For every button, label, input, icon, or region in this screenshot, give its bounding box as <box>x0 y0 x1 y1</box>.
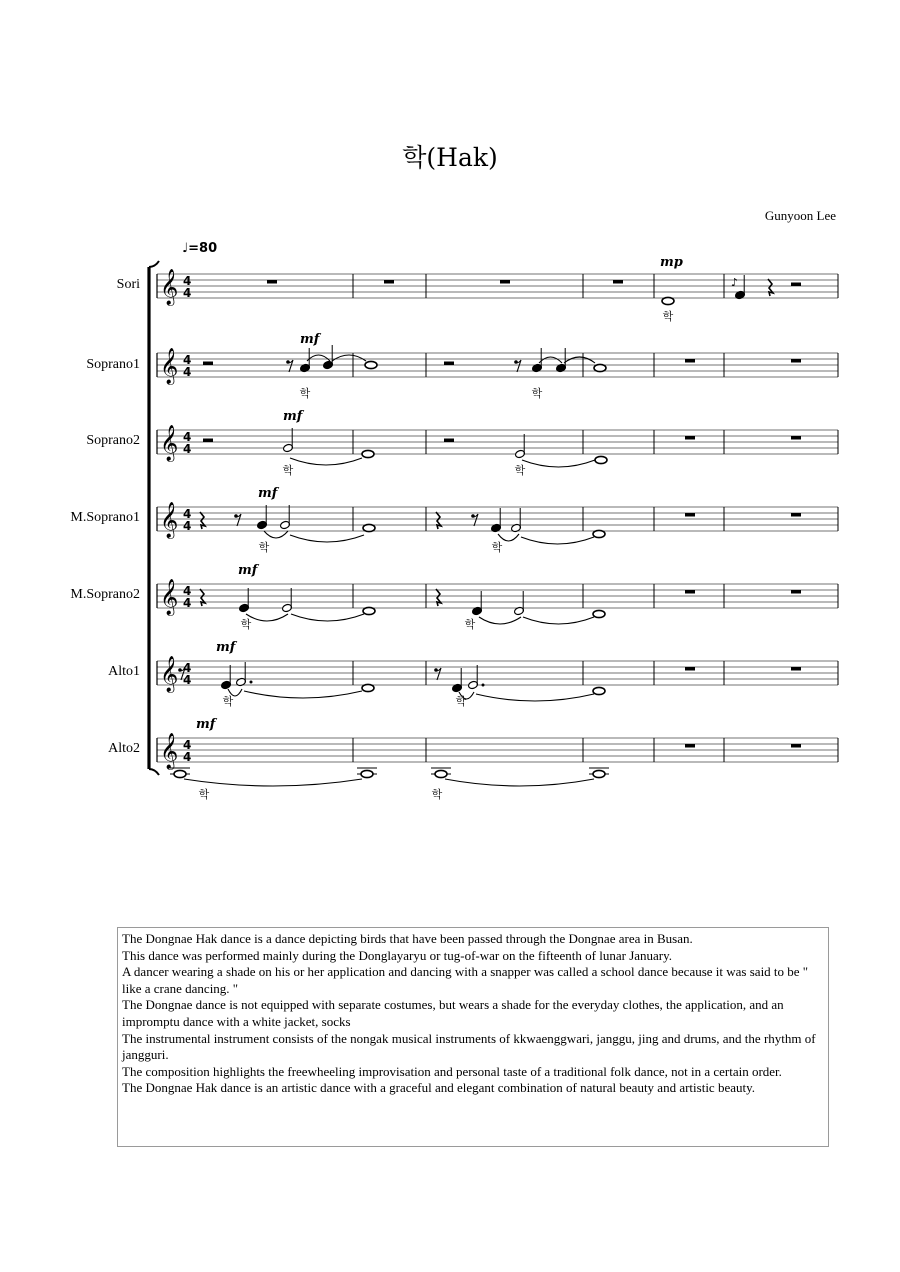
time-signature-top: 4 <box>183 430 192 444</box>
dynamic-marking: mf <box>283 409 303 424</box>
part-name-alto1: Alto1 <box>108 664 140 679</box>
whole-rest <box>791 436 801 440</box>
part-name-soprano1: Soprano1 <box>86 357 140 372</box>
half-rest <box>444 362 454 366</box>
time-signature-top: 4 <box>183 507 192 521</box>
tie <box>522 460 595 467</box>
tie <box>184 779 362 786</box>
part-name-soprano2: Soprano2 <box>86 433 140 448</box>
lyric-syllable: 학 <box>464 618 476 631</box>
quarter-rest <box>200 512 205 529</box>
whole-note <box>594 364 606 371</box>
whole-rest <box>791 744 801 748</box>
whole-note <box>174 770 186 777</box>
whole-note <box>363 524 375 531</box>
whole-note <box>362 450 374 457</box>
whole-rest <box>267 280 277 284</box>
whole-note <box>593 530 605 537</box>
time-signature-top: 4 <box>183 584 192 598</box>
lyric-syllable: 학 <box>662 310 674 323</box>
whole-rest <box>685 667 695 671</box>
program-note-paragraph: The instrumental instrument consists of the nongak musical instruments of kkwaenggwari, janggu, jing and drums, and the rhythm of jangguri. <box>122 1030 816 1063</box>
quarter-rest <box>436 589 441 606</box>
whole-note <box>362 684 374 691</box>
whole-note <box>595 456 607 463</box>
tie <box>290 535 364 542</box>
lyric-syllable: 학 <box>198 788 210 801</box>
tie <box>246 614 288 621</box>
part-name-msoprano1: M.Soprano1 <box>70 510 140 525</box>
whole-rest <box>791 590 801 594</box>
time-signature-bottom: 4 <box>183 365 192 379</box>
time-signature-bottom: 4 <box>183 596 192 610</box>
tie <box>539 357 562 363</box>
treble-clef: 𝄞 <box>160 269 179 305</box>
time-signature-top: 4 <box>183 738 192 752</box>
lyric-syllable: 학 <box>491 541 503 554</box>
tie <box>564 357 595 363</box>
program-note-paragraph: The Dongnae Hak dance is an artistic dance with a graceful and elegant combination of natural beauty and artistic beauty. <box>122 1080 756 1096</box>
part-name-sori: Sori <box>116 277 140 292</box>
whole-rest <box>791 667 801 671</box>
treble-clef: 𝄞 <box>160 348 179 384</box>
program-note-paragraph: The composition highlights the freewheeling improvisation and personal taste of a traditional folk dance, not in a certain order. <box>122 1063 782 1079</box>
lyric-syllable: 학 <box>531 387 543 400</box>
whole-rest <box>685 436 695 440</box>
lyric-syllable: 학 <box>431 788 443 801</box>
lyric-syllable: 학 <box>455 695 467 708</box>
whole-rest <box>791 359 801 363</box>
dynamic-marking: mp <box>660 255 683 270</box>
time-signature-top: 4 <box>183 661 192 675</box>
quarter-rest <box>200 589 205 606</box>
time-signature-top: 4 <box>183 274 192 288</box>
score-title: 학(Hak) <box>402 143 498 172</box>
tie <box>445 779 594 786</box>
composer-name: Gunyoon Lee <box>764 208 836 223</box>
time-signature-bottom: 4 <box>183 750 192 764</box>
program-note-paragraph: A dancer wearing a shade on his or her application and dancing with a snapper was called a school dance because it was said to be " like a crane dancing. " <box>122 964 809 996</box>
augmentation-dot <box>482 684 485 687</box>
time-signature-bottom: 4 <box>183 673 192 687</box>
treble-clef: 𝄞 <box>160 733 179 769</box>
tie <box>264 531 288 538</box>
tie <box>307 355 330 361</box>
whole-note <box>363 607 375 614</box>
program-note-paragraph: The Dongnae dance is not equipped with separate costumes, but wears a shade for the everyday clothes, the application, and an impromptu dance with a white jacket, socks <box>122 997 784 1029</box>
whole-note <box>593 610 605 617</box>
system-bracket <box>149 769 159 775</box>
lyric-syllable: 학 <box>514 464 526 477</box>
time-signature-bottom: 4 <box>183 519 192 533</box>
tie <box>523 617 594 624</box>
system-bracket <box>149 261 159 267</box>
staff-system <box>149 255 838 801</box>
quarter-rest <box>436 512 441 529</box>
whole-note <box>361 770 373 777</box>
lyric-syllable: 학 <box>282 464 294 477</box>
dynamic-marking: mf <box>258 486 278 501</box>
tie <box>479 617 521 624</box>
whole-note <box>435 770 447 777</box>
dynamic-marking: mf <box>300 332 320 347</box>
tie <box>498 534 519 541</box>
tie <box>521 537 594 544</box>
program-notes-box <box>117 927 829 1147</box>
whole-rest <box>500 280 510 284</box>
dynamic-marking: mf <box>196 717 216 732</box>
lyric-syllable: 학 <box>240 618 252 631</box>
lyric-syllable: 학 <box>299 387 311 400</box>
whole-note <box>593 687 605 694</box>
whole-rest <box>685 359 695 363</box>
lyric-syllable: 학 <box>222 695 234 708</box>
whole-note <box>662 297 674 304</box>
grace-note: ♪ <box>731 276 739 289</box>
treble-clef: 𝄞 <box>160 502 179 538</box>
half-rest <box>791 283 801 287</box>
tie <box>244 691 362 698</box>
part-name-msoprano2: M.Soprano2 <box>70 587 140 602</box>
time-signature-bottom: 4 <box>183 286 192 300</box>
program-note-paragraph: This dance was performed mainly during the Donglayaryu or tug-of-war on the fifteenth of lunar January. <box>122 947 673 963</box>
dynamic-marking: mf <box>238 563 258 578</box>
half-rest <box>444 439 454 443</box>
tie <box>291 614 364 621</box>
augmentation-dot <box>250 681 253 684</box>
dynamic-marking: mf <box>216 640 236 655</box>
whole-note <box>365 361 377 368</box>
whole-note <box>593 770 605 777</box>
time-signature-top: 4 <box>183 353 192 367</box>
half-rest <box>203 362 213 366</box>
part-name-alto2: Alto2 <box>108 741 140 756</box>
lyric-syllable: 학 <box>258 541 270 554</box>
time-signature-bottom: 4 <box>183 442 192 456</box>
tie <box>290 458 362 465</box>
whole-rest <box>384 280 394 284</box>
program-note-paragraph: The Dongnae Hak dance is a dance depicting birds that have been passed through the Dongnae area in Busan. <box>122 931 693 946</box>
whole-rest <box>685 513 695 517</box>
tie <box>476 694 594 701</box>
tempo-marking: ♩=80 <box>182 241 218 256</box>
whole-rest <box>685 744 695 748</box>
treble-clef: 𝄞 <box>160 579 179 615</box>
whole-rest <box>685 590 695 594</box>
treble-clef: 𝄞 <box>160 425 179 461</box>
half-rest <box>203 439 213 443</box>
tie <box>332 355 366 361</box>
quarter-rest <box>768 279 773 296</box>
treble-clef: 𝄞 <box>160 656 179 692</box>
whole-rest <box>613 280 623 284</box>
whole-rest <box>791 513 801 517</box>
